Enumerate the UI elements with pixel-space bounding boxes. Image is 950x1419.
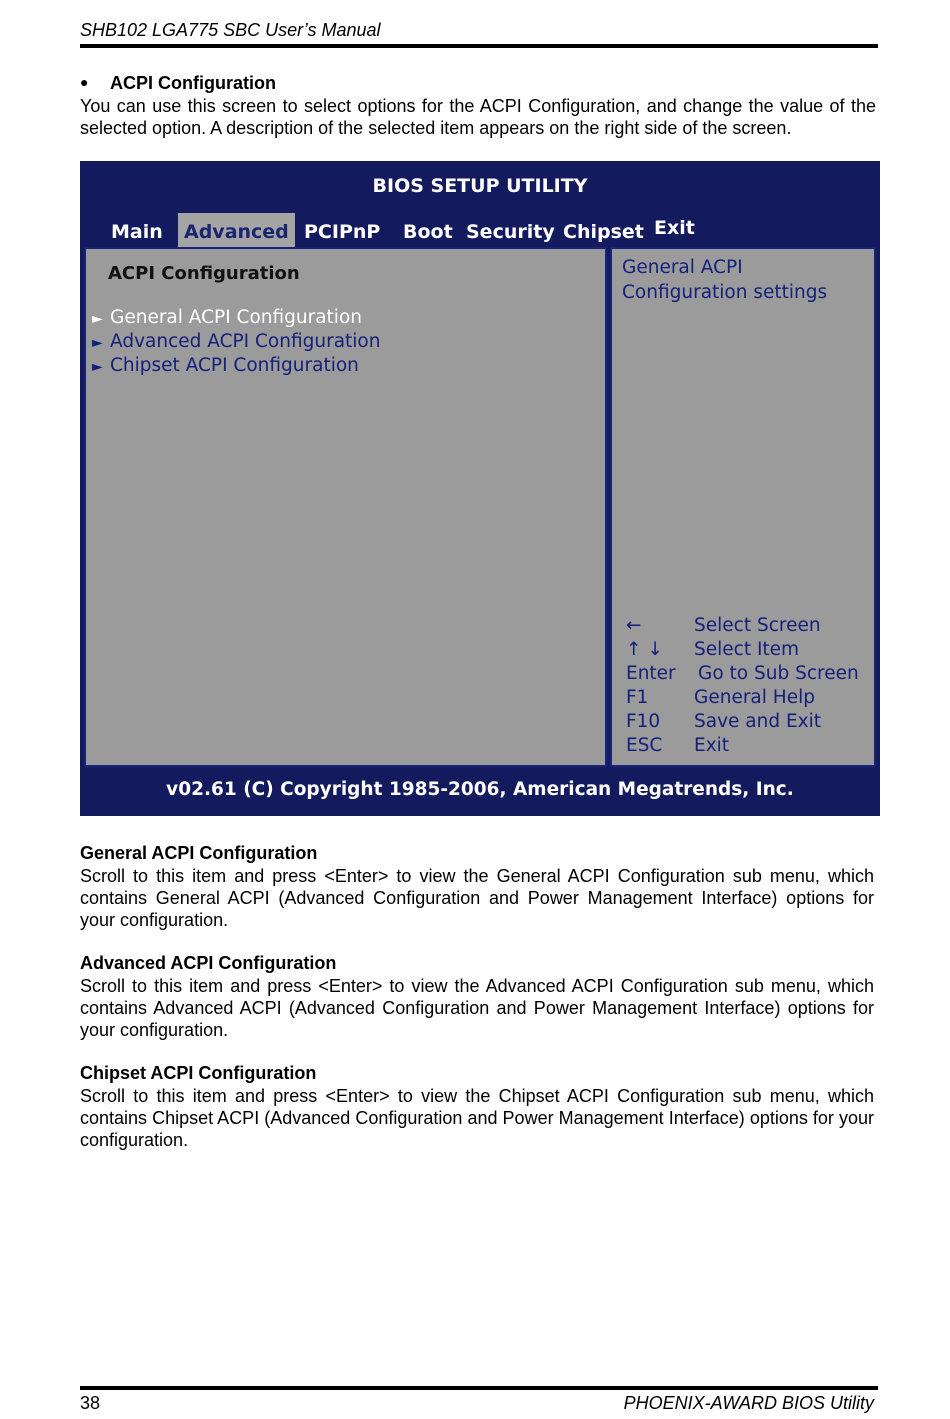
- item-heading-general: General ACPI Configuration: [80, 843, 318, 863]
- menu-tab-pcipnp[interactable]: PCIPnP: [304, 221, 381, 243]
- key-hint-row: F1 General Help: [626, 687, 815, 708]
- up-down-arrow-icon: ↑ ↓: [626, 639, 663, 660]
- submenu-arrow-icon: ►: [92, 335, 103, 351]
- section-heading-text: ACPI Configuration: [110, 73, 276, 93]
- submenu-arrow-icon: ►: [92, 359, 103, 375]
- menu-tab-security[interactable]: Security: [466, 221, 555, 243]
- manual-header-title: SHB102 LGA775 SBC User’s Manual: [80, 20, 381, 40]
- left-arrow-icon: ←: [626, 615, 642, 636]
- item-desc-chipset: Scroll to this item and press <Enter> to view the Chipset ACPI Configuration sub menu, which contains Chipset ACPI (Advanced Configuration and Power Management Interface) options for your configuration.: [80, 1086, 874, 1150]
- bios-menu-bar: [80, 213, 880, 247]
- menu-tab-chipset[interactable]: Chipset: [563, 221, 644, 243]
- submenu-arrow-icon: ►: [92, 311, 103, 327]
- bios-screenshot: [80, 161, 880, 816]
- entry-advanced-acpi[interactable]: ► Advanced ACPI Configuration: [92, 331, 381, 352]
- help-text: General ACPI Configuration settings: [622, 257, 828, 303]
- entry-general-acpi[interactable]: ► General ACPI Configuration: [92, 307, 362, 328]
- bios-help-panel: [610, 247, 876, 767]
- intro-paragraph: You can use this screen to select options for the ACPI Configuration, and change the value of the selected option. A description of the selected item appears on the right side of the screen.: [80, 96, 876, 138]
- menu-tab-boot[interactable]: Boot: [403, 221, 453, 243]
- section-heading: [80, 73, 276, 94]
- bios-title: BIOS SETUP UTILITY: [372, 175, 588, 197]
- menu-tab-exit[interactable]: Exit: [654, 217, 695, 239]
- menu-tab-main[interactable]: Main: [111, 221, 163, 243]
- item-heading-chipset: Chipset ACPI Configuration: [80, 1063, 317, 1083]
- bios-copyright: v02.61 (C) Copyright 1985-2006, American Megatrends, Inc.: [166, 779, 794, 800]
- bullet-icon: ●: [80, 74, 89, 90]
- page-number: 38: [80, 1393, 101, 1413]
- key-hint-row: ↑ ↓ Select Item: [626, 639, 800, 660]
- key-hint-row: F10 Save and Exit: [626, 711, 822, 732]
- header-rule: [80, 44, 878, 48]
- key-hint-row: Enter Go to Sub Screen: [626, 663, 859, 684]
- item-desc-general: Scroll to this item and press <Enter> to view the General ACPI Configuration sub menu, which contains General ACPI (Advanced Configuration and Power Management Interface) options for your configuration.: [80, 866, 874, 930]
- panel-title: ACPI Configuration: [108, 263, 300, 284]
- menu-tab-advanced[interactable]: Advanced: [178, 213, 295, 247]
- entry-chipset-acpi[interactable]: ► Chipset ACPI Configuration: [92, 355, 359, 376]
- key-hint-row: ← Select Screen: [626, 615, 821, 636]
- footer-rule: [80, 1386, 878, 1390]
- item-heading-advanced: Advanced ACPI Configuration: [80, 953, 337, 973]
- bios-main-panel: [84, 247, 607, 767]
- footer-title: PHOENIX-AWARD BIOS Utility: [623, 1393, 874, 1413]
- key-hint-row: ESC Exit: [626, 735, 730, 756]
- item-desc-advanced: Scroll to this item and press <Enter> to view the Advanced ACPI Configuration sub menu, which contains Advanced ACPI (Advanced Configuration and Power Management Interface) options for your configuration.: [80, 976, 874, 1040]
